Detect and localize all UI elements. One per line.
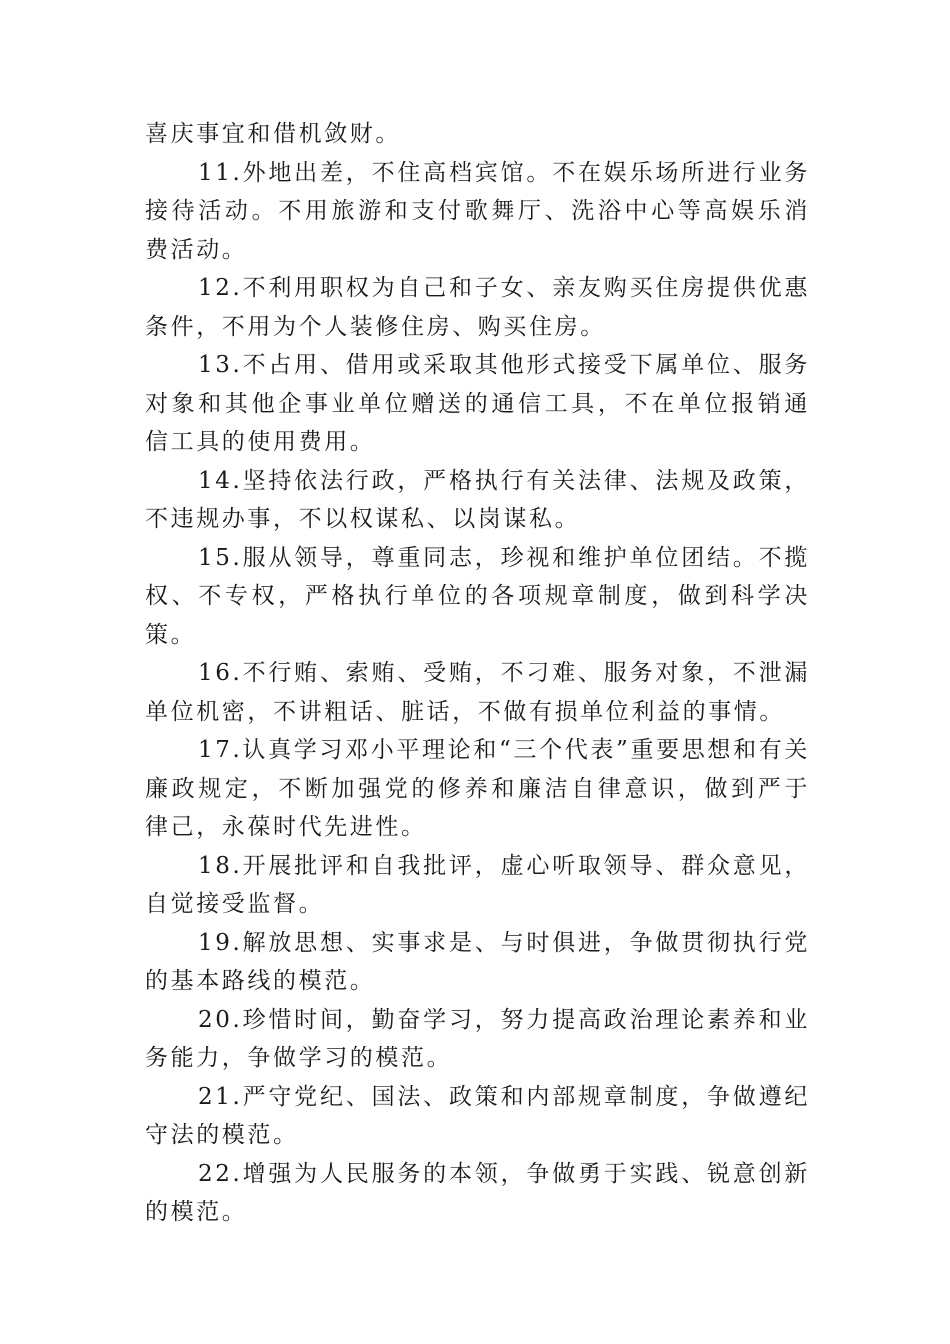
paragraph-item-13: 13.不占用、借用或采取其他形式接受下属单位、服务对象和其他企事业单位赠送的通信工具，不在单位报销通信工具的使用费用。 bbox=[145, 352, 810, 455]
paragraph-item-21: 21.严守党纪、国法、政策和内部规章制度，争做遵纪守法的模范。 bbox=[145, 1083, 810, 1148]
paragraph-item-15: 15.服从领导，尊重同志，珍视和维护单位团结。不揽权、不专权，严格执行单位的各项规章制度，做到科学决策。 bbox=[145, 544, 810, 648]
paragraph-item-16: 16.不行贿、索贿、受贿，不刁难、服务对象，不泄漏单位机密，不讲粗话、脏话，不做有损单位利益的事情。 bbox=[145, 660, 810, 725]
paragraph-item-18: 18.开展批评和自我批评，虚心听取领导、群众意见，自觉接受监督。 bbox=[145, 852, 810, 917]
paragraph-item-11: 11.外地出差，不住高档宾馆。不在娱乐场所进行业务接待活动。不用旅游和支付歌舞厅、洗浴中心等高娱乐消费活动。 bbox=[145, 159, 810, 263]
paragraph-item-22: 22.增强为人民服务的本领，争做勇于实践、锐意创新的模范。 bbox=[145, 1160, 810, 1225]
document-body bbox=[145, 115, 810, 1232]
paragraph-continuation: 喜庆事宜和借机敛财。 bbox=[145, 121, 401, 147]
paragraph-item-12: 12.不利用职权为自己和子女、亲友购买住房提供优惠条件，不用为个人装修住房、购买住房。 bbox=[145, 275, 810, 340]
paragraph-item-17: 17.认真学习邓小平理论和“三个代表”重要思想和有关廉政规定，不断加强党的修养和廉洁自律意识，做到严于律己，永葆时代先进性。 bbox=[145, 737, 810, 840]
paragraph-item-19: 19.解放思想、实事求是、与时俱进，争做贯彻执行党的基本路线的模范。 bbox=[145, 929, 810, 994]
paragraph-item-14: 14.坚持依法行政，严格执行有关法律、法规及政策，不违规办事，不以权谋私、以岗谋私。 bbox=[145, 467, 810, 532]
paragraph-item-20: 20.珍惜时间，勤奋学习，努力提高政治理论素养和业务能力，争做学习的模范。 bbox=[145, 1006, 810, 1071]
